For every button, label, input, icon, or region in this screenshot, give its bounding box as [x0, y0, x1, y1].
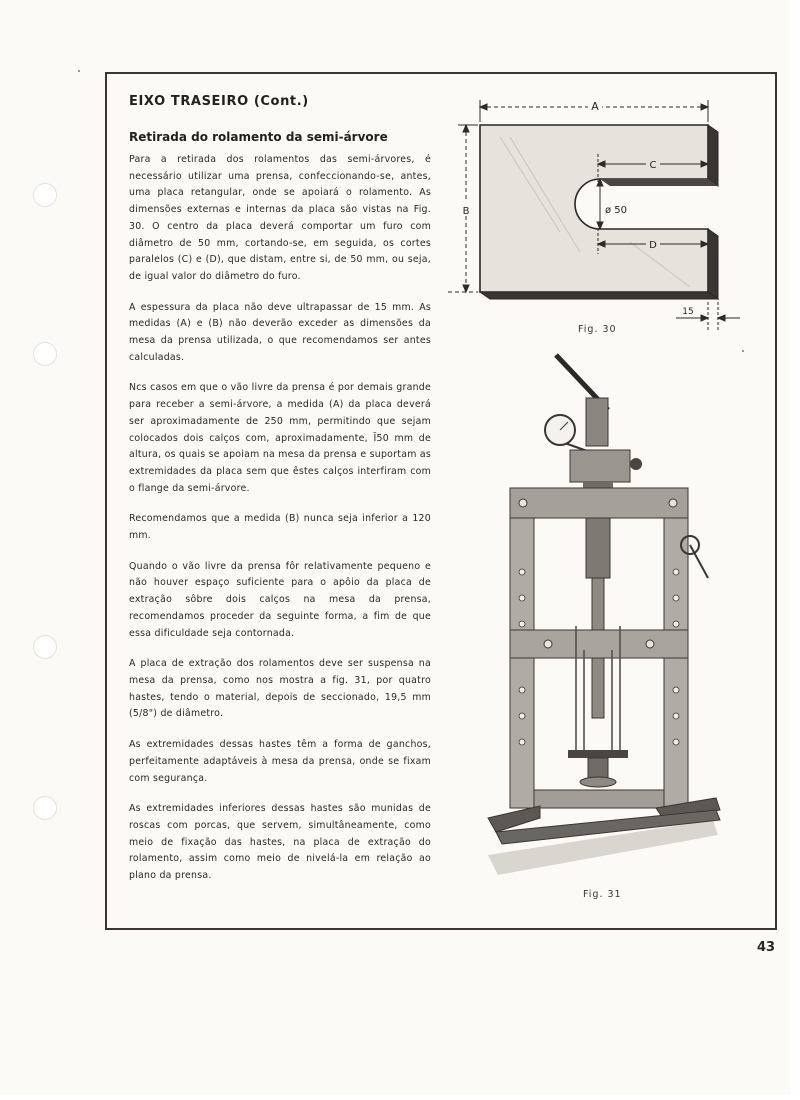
figure-31-press-photo [468, 350, 733, 885]
punch-hole-top [33, 183, 57, 207]
figure-31-caption: Fig. 31 [583, 889, 622, 900]
punch-hole-lower [33, 635, 57, 659]
paragraph-small-press: Quando o vão livre da prensa fôr relativamente pequeno e não houver espaço suficiente para o apôio da placa de extração sôbre dois calços na mesa da prensa, recomendamos proceder da seguinte forma, a fim de que essa dificuldade seja contornada. [129, 560, 431, 639]
press-table [510, 630, 688, 658]
paragraph-suspension: A placa de extração dos rolamentos deve ser suspensa na mesa da prensa, como nos mostra a fig. 31, por quatro hastes, tendo o material, depois de seccionado, 19,5 mm (5/8") de diâmetro. [129, 658, 431, 720]
paragraph-measure-b: Recomendamos que a medida (B) nunca seja inferior a 120 mm. [129, 513, 431, 542]
left-column [510, 518, 534, 808]
label-d: D [649, 240, 657, 251]
paragraph-intro: Para a retirada dos rolamentos das semi-árvores, é necessário utilizar uma prensa, confeccionando-se, antes, uma placa retangular, onde se apoiará o rolamento. As dimensões externas e internas da placa são vistas na Fig. 30. O centro da placa deverá comportar um furo com diâmetro de 50 mm, cortando-se, em seguida, os cortes paralelos (C) e (D), que distam, entre si, de 50 mm, ou seja, de igual valor do diâmetro do furo. [129, 154, 431, 282]
label-a: A [591, 100, 599, 113]
label-b: B [462, 206, 470, 217]
label-thickness: 15 [682, 307, 694, 317]
paragraph-thickness: A espessura da placa não deve ultrapassar de 15 mm. As medidas (A) e (B) não deverão exceder as dimensões da mesa da prensa utilizada, o que recomendamos ser antes calculadas. [129, 301, 431, 363]
figure-30-plate-drawing [440, 92, 750, 347]
figure-30-caption: Fig. 30 [578, 324, 617, 335]
page-number: 43 [757, 940, 776, 955]
punch-hole-upper [33, 342, 57, 366]
section-title: EIXO TRASEIRO (Cont.) [129, 94, 309, 109]
paragraph-large-press: Ncs casos em que o vão livre da prensa é por demais grande para receber a semi-árvore, a medida (A) da placa deverá ser aproximadamente de 250 mm, permitindo que sejam colocados dois calços com, aproximadamente, Ĭ50 mm de altura, os quais se apoiam na mesa da prensa e suportam as extremidades da placa sem que êstes calços interfiram com o flange da semi-árvore. [129, 382, 431, 494]
paragraph-threads: As extremidades inferiores dessas hastes são munidas de roscas com porcas, que servem, simultâneamente, como meio de fixação das hastes, na placa de extração do rolamento, assim como meio de nivelá-la em relação ao plano da prensa. [129, 803, 431, 882]
body-text-column [129, 152, 431, 899]
label-c: C [649, 160, 657, 171]
paragraph-hooks: As extremidades dessas hastes têm a forma de ganchos, perfeitamente adaptáveis à mesa da prensa, onde se fixam com segurança. [129, 739, 431, 784]
speck [78, 70, 80, 72]
plate-face [480, 125, 708, 292]
right-column [664, 518, 688, 808]
top-beam [510, 488, 688, 518]
punch-hole-bottom [33, 796, 57, 820]
subsection-title: Retirada do rolamento da semi-árvore [129, 130, 388, 144]
label-diameter: ø 50 [605, 205, 628, 216]
extraction-plate [568, 750, 628, 758]
